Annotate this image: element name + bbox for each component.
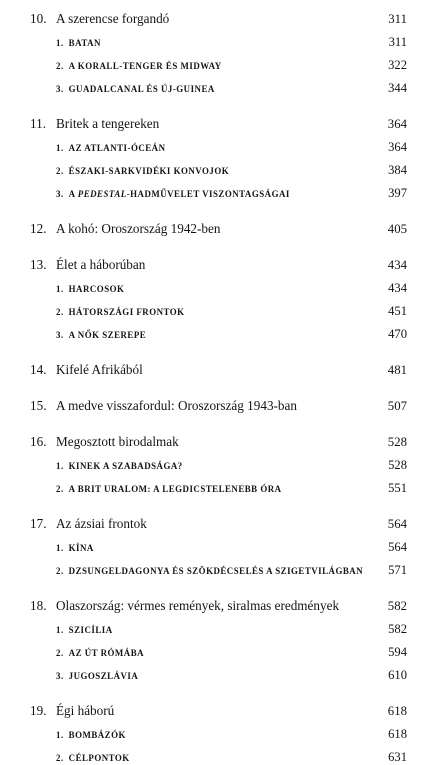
section-number: 2. (56, 566, 64, 576)
section-title (30, 282, 388, 296)
toc-section-entry[interactable] (30, 163, 407, 177)
section-title (30, 646, 388, 660)
section-number: 2. (56, 307, 64, 317)
toc-section-entry[interactable] (30, 563, 407, 577)
section-title (30, 187, 388, 201)
chapter-number: 18. (30, 598, 47, 613)
section-number: 2. (56, 648, 64, 658)
section-title-text: GUADALCANAL ÉS ÚJ-GUINEA (68, 84, 215, 94)
page-number: 571 (388, 563, 407, 577)
section-title-text: A KORALL-TENGER ÉS MIDWAY (68, 61, 222, 71)
section-title-text: HARCOSOK (68, 284, 125, 294)
section-title (30, 623, 388, 637)
chapter-number: 16. (30, 434, 47, 449)
page-number: 618 (387, 704, 407, 718)
section-title-text: A BRIT URALOM: A LEGDICSTELENEBB ÓRA (68, 484, 282, 494)
section-title (30, 751, 388, 765)
toc-section-entry[interactable] (30, 668, 407, 682)
section-number: 1. (56, 284, 64, 294)
chapter-title: Britek a tengereken (56, 116, 160, 131)
toc-section-entry[interactable] (30, 81, 407, 95)
section-number: 3. (56, 671, 64, 681)
section-number: 1. (56, 38, 64, 48)
page-number: 434 (388, 281, 407, 295)
section-title-italic: PEDESTAL (77, 189, 127, 199)
toc-section-entry[interactable] (30, 186, 407, 200)
page-number: 451 (388, 304, 407, 318)
section-title (30, 164, 388, 178)
chapter-number: 15. (30, 398, 47, 413)
toc-chapter-entry[interactable] (30, 597, 407, 615)
toc-chapter-entry[interactable] (30, 220, 407, 238)
toc-chapter-entry[interactable] (30, 397, 407, 415)
chapter-title: Az ázsiai frontok (56, 516, 147, 531)
chapter-title: Kifelé Afrikából (56, 362, 143, 377)
section-title (30, 82, 388, 96)
page-number: 631 (388, 750, 407, 764)
section-title-text: BOMBÁZÓK (68, 730, 126, 740)
chapter-title: A kohó: Oroszország 1942-ben (56, 221, 221, 236)
page-number: 528 (388, 458, 407, 472)
section-number: 1. (56, 543, 64, 553)
section-title-text: CÉLPONTOK (68, 753, 130, 763)
section-number: 1. (56, 730, 64, 740)
page-number: 582 (387, 599, 407, 613)
chapter-title: A szerencse forgandó (56, 11, 170, 26)
section-title (30, 328, 388, 342)
section-title (30, 459, 388, 473)
page-number: 434 (387, 258, 407, 272)
toc-chapter-entry[interactable] (30, 702, 407, 720)
section-title (30, 141, 388, 155)
toc-section-entry[interactable] (30, 58, 407, 72)
toc-section-entry[interactable] (30, 304, 407, 318)
section-number: 3. (56, 189, 64, 199)
toc-section-entry[interactable] (30, 458, 407, 472)
page-number: 470 (388, 327, 407, 341)
page-number: 507 (387, 399, 407, 413)
section-title (30, 541, 388, 555)
section-number: 2. (56, 166, 64, 176)
page-number: 618 (388, 727, 407, 741)
section-title-text: BATAN (68, 38, 101, 48)
page-number: 564 (388, 540, 407, 554)
section-title-text: SZICÍLIA (68, 625, 113, 635)
chapter-number: 10. (30, 11, 47, 26)
section-number: 2. (56, 61, 64, 71)
page-number: 551 (388, 481, 407, 495)
page-number: 610 (388, 668, 407, 682)
toc-chapter-entry[interactable] (30, 10, 407, 28)
page-number: 564 (387, 517, 407, 531)
chapter-title: Égi háború (56, 703, 115, 718)
section-title (30, 59, 388, 73)
toc-chapter-entry[interactable] (30, 515, 407, 533)
toc-section-entry[interactable] (30, 35, 407, 49)
page-number: 397 (388, 186, 407, 200)
section-number: 3. (56, 84, 64, 94)
chapter-number: 17. (30, 516, 47, 531)
chapter-title: Megosztott birodalmak (56, 434, 179, 449)
page-number: 481 (387, 363, 407, 377)
page-number: 322 (388, 58, 407, 72)
section-number: 1. (56, 461, 64, 471)
chapter-number: 19. (30, 703, 47, 718)
section-title-text: DZSUNGELDAGONYA ÉS SZÖKDÉCSELÉS A SZIGETVILÁGBAN (68, 566, 364, 576)
section-title-text: HÁTORSZÁGI FRONTOK (68, 307, 185, 317)
section-title (30, 564, 388, 578)
section-title-text: ÉSZAKI-SARKVIDÉKI KONVOJOK (68, 166, 230, 176)
section-title (30, 669, 388, 683)
toc-chapter-entry[interactable] (30, 433, 407, 451)
toc-section-entry[interactable] (30, 750, 407, 764)
chapter-title: Élet a háborúban (56, 257, 146, 272)
section-title-text: AZ ÚT RÓMÁBA (68, 648, 145, 658)
toc-section-entry[interactable] (30, 281, 407, 295)
page-number: 311 (388, 35, 407, 49)
chapter-number: 14. (30, 362, 47, 377)
toc-section-entry[interactable] (30, 727, 407, 741)
section-number: 1. (56, 625, 64, 635)
page-number: 364 (388, 140, 407, 154)
section-number: 1. (56, 143, 64, 153)
chapter-number: 12. (30, 221, 47, 236)
section-title-text: A NŐK SZEREPE (68, 330, 147, 340)
section-title (30, 305, 388, 319)
toc-section-entry[interactable] (30, 140, 407, 154)
page-number: 364 (387, 117, 407, 131)
page-number: 311 (388, 12, 407, 26)
toc-section-entry[interactable] (30, 540, 407, 554)
chapter-title: A medve visszafordul: Oroszország 1943-ban (56, 398, 297, 413)
section-title (30, 728, 388, 742)
section-title-text: KÍNA (68, 543, 94, 553)
toc-chapter-entry[interactable] (30, 361, 407, 379)
section-title (30, 36, 389, 50)
section-title-rest: -HADMŰVELET VISZONTAGSÁGAI (126, 189, 290, 199)
page-number: 582 (388, 622, 407, 636)
chapter-title: Olaszország: vérmes remények, siralmas eredmények (56, 598, 340, 613)
chapter-number: 11. (30, 116, 46, 131)
section-title-text: A (68, 189, 78, 199)
toc-section-entry[interactable] (30, 645, 407, 659)
toc-chapter-entry[interactable] (30, 115, 407, 133)
chapter-number: 13. (30, 257, 47, 272)
page-number: 384 (388, 163, 407, 177)
page-number: 528 (387, 435, 407, 449)
page-number: 594 (388, 645, 407, 659)
page-number: 405 (387, 222, 407, 236)
section-title-text: JUGOSZLÁVIA (68, 671, 139, 681)
section-title (30, 482, 388, 496)
toc-section-entry[interactable] (30, 327, 407, 341)
section-number: 2. (56, 753, 64, 763)
section-number: 2. (56, 484, 64, 494)
toc-section-entry[interactable] (30, 481, 407, 495)
section-title-text: KINEK A SZABADSÁGA? (68, 461, 183, 471)
section-title-text: AZ ATLANTI-ÓCEÁN (68, 143, 166, 153)
section-number: 3. (56, 330, 64, 340)
toc-chapter-entry[interactable] (30, 256, 407, 274)
page-number: 344 (388, 81, 407, 95)
toc-section-entry[interactable] (30, 622, 407, 636)
